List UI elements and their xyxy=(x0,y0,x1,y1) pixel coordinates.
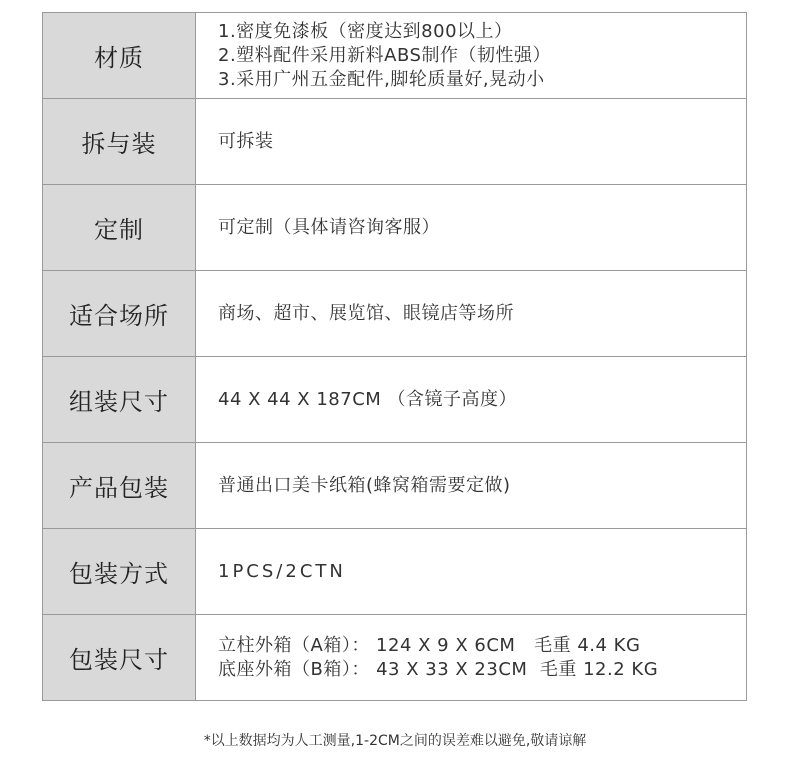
assembly-line-1: 可拆装 xyxy=(218,130,274,152)
spec-label-venues: 适合场所 xyxy=(43,271,196,357)
spec-label-package-size: 包装尺寸 xyxy=(43,615,196,701)
spec-row-material xyxy=(43,13,747,99)
spec-row-venues xyxy=(43,271,747,357)
spec-row-package-size xyxy=(43,615,747,701)
spec-value-material xyxy=(196,13,747,99)
package-size-line-2: 底座外箱（B箱）： 43 X 33 X 23CM 毛重 12.2 KG xyxy=(218,658,659,680)
spec-row-packing-method xyxy=(43,529,747,615)
packaging-line-1: 普通出口美卡纸箱(蜂窝箱需要定做) xyxy=(218,474,511,496)
spec-row-customization xyxy=(43,185,747,271)
spec-label-assembly: 拆与装 xyxy=(43,99,196,185)
spec-value-package-size xyxy=(196,615,747,701)
package-size-line-1: 立柱外箱（A箱）： 124 X 9 X 6CM 毛重 4.4 KG xyxy=(218,634,641,656)
measurement-footnote: *以上数据均为人工测量,1-2CM之间的误差难以避免,敬请谅解 xyxy=(203,733,587,749)
material-line-1: 1.密度免漆板（密度达到800以上） xyxy=(218,20,513,42)
spec-row-packaging xyxy=(43,443,747,529)
material-line-3: 3.采用广州五金配件,脚轮质量好,晃动小 xyxy=(218,68,545,90)
spec-value-assembly xyxy=(196,99,747,185)
spec-label-packing-method: 包装方式 xyxy=(43,529,196,615)
spec-value-packaging xyxy=(196,443,747,529)
material-line-2: 2.塑料配件采用新料ABS制作（韧性强） xyxy=(218,44,551,66)
customization-line-1: 可定制（具体请咨询客服） xyxy=(218,216,440,238)
spec-row-assembly xyxy=(43,99,747,185)
spec-value-customization xyxy=(196,185,747,271)
spec-value-assembled-size xyxy=(196,357,747,443)
spec-value-packing-method xyxy=(196,529,747,615)
packing-method-line-1: 1PCS/2CTN xyxy=(218,560,346,582)
spec-label-material: 材质 xyxy=(43,13,196,99)
spec-label-customization: 定制 xyxy=(43,185,196,271)
spec-value-venues xyxy=(196,271,747,357)
spec-row-assembled-size xyxy=(43,357,747,443)
assembled-size-line-1: 44 X 44 X 187CM （含镜子高度） xyxy=(218,388,518,410)
venues-line-1: 商场、超市、展览馆、眼镜店等场所 xyxy=(218,302,514,324)
spec-label-assembled-size: 组装尺寸 xyxy=(43,357,196,443)
spec-table xyxy=(42,12,747,701)
spec-label-packaging: 产品包装 xyxy=(43,443,196,529)
